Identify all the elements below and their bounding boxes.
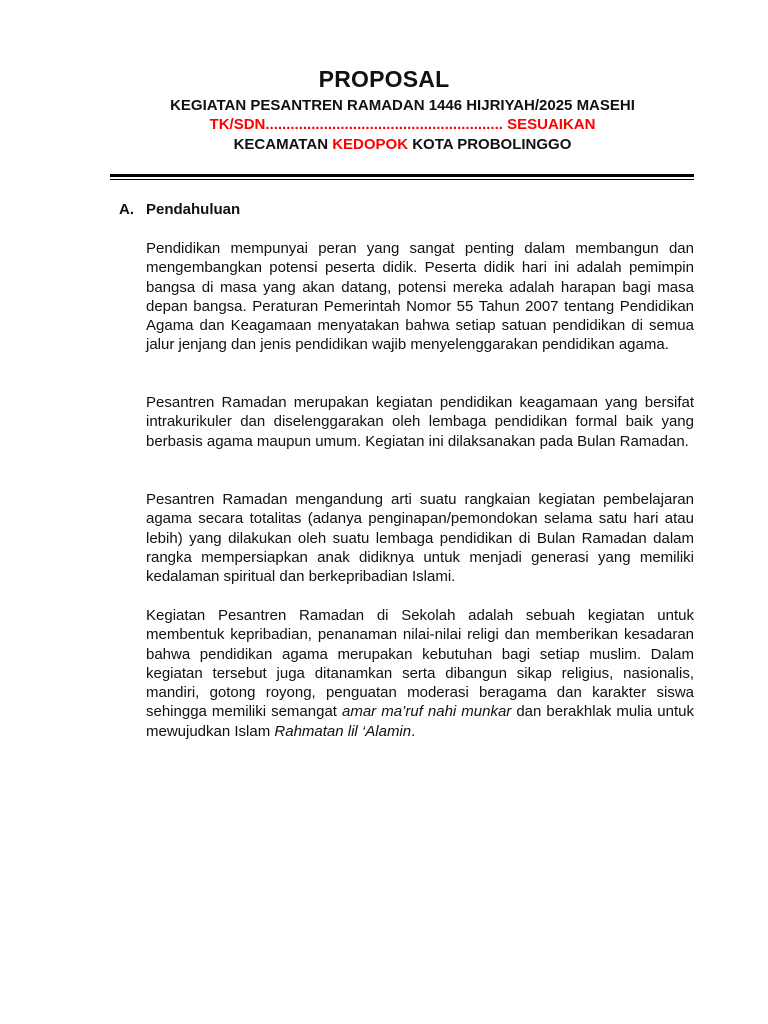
district-line: [0, 136, 768, 153]
paragraph-4-text-c: .: [411, 722, 416, 740]
paragraph-2: Pesantren Ramadan merupakan kegiatan pendidikan keagamaan yang bersifat intrakurikuler dan diselenggarakan oleh lembaga pendidikan formal baik yang berbasis agama maupun umum. Kegiatan ini dilaksanakan pada Bulan Ramadan.: [146, 394, 694, 450]
school-placeholder-line: TK/SDN......................................................... SESUAIKAN: [209, 116, 596, 133]
paragraph-4-italic-phrase: amar ma’ruf nahi munkar: [342, 703, 512, 721]
section-title: Pendahuluan: [146, 201, 241, 218]
district-name: KEDOPOK: [332, 136, 409, 153]
paragraph-3: Pesantren Ramadan mengandung arti suatu rangkaian kegiatan pembelajaran agama secara totalitas (adanya penginapan/pemondokan selama satu hari atau lebih) yang dilakukan oleh suatu lembaga pendidikan di Bulan Ramadan dalam rangka mempersiapkan anak didiknya untuk menjadi generasi yang memiliki kedalaman spiritual dan berkepribadian Islami.: [146, 491, 694, 586]
paragraph-4-text-a: Kegiatan Pesantren Ramadan di Sekolah adalah sebuah kegiatan untuk membentuk kepribadian, penanaman nilai-nilai religi dan memberikan kesadaran bahwa pendidikan agama merupakan kebutuhan bagi setiap muslim. Dalam kegiatan tersebut juga ditanamkan serta dibangun sikap religius, nasionalis, mandiri, gotong royong, penguatan moderasi beragama dan karakter siswa sehingga memiliki semangat: [146, 607, 694, 721]
paragraph-4: [146, 606, 694, 741]
paragraph-4-text-b: dan berakhlak mulia untuk mewujudkan Islam: [146, 703, 694, 740]
district-suffix: KOTA PROBOLINGGO: [408, 136, 572, 153]
activity-subtitle: KEGIATAN PESANTREN RAMADAN 1446 HIJRIYAH/2025 MASEHI: [170, 97, 635, 114]
section-number: A.: [119, 201, 134, 218]
section-heading: [119, 201, 240, 218]
header-divider-thick: [110, 174, 694, 177]
district-prefix: KECAMATAN: [233, 136, 333, 153]
paragraph-1: Pendidikan mempunyai peran yang sangat penting dalam membangun dan mengembangkan potensi peserta didik. Peserta didik hari ini adalah pemimpin bangsa di masa yang akan datang, potensi mereka adalah harapan bagi masa depan bangsa. Peraturan Pemerintah Nomor 55 Tahun 2007 tentang Pendidikan Agama dan Keagamaan menyatakan bahwa setiap satuan pendidikan di semua jalur jenjang dan jenis pendidikan wajib menyelenggarakan pendidikan agama.: [146, 240, 694, 354]
header-divider-thin: [110, 179, 694, 180]
document-title: PROPOSAL: [318, 66, 450, 92]
paragraph-4-italic-term: Rahmatan lil ‘Alamin: [274, 722, 412, 740]
